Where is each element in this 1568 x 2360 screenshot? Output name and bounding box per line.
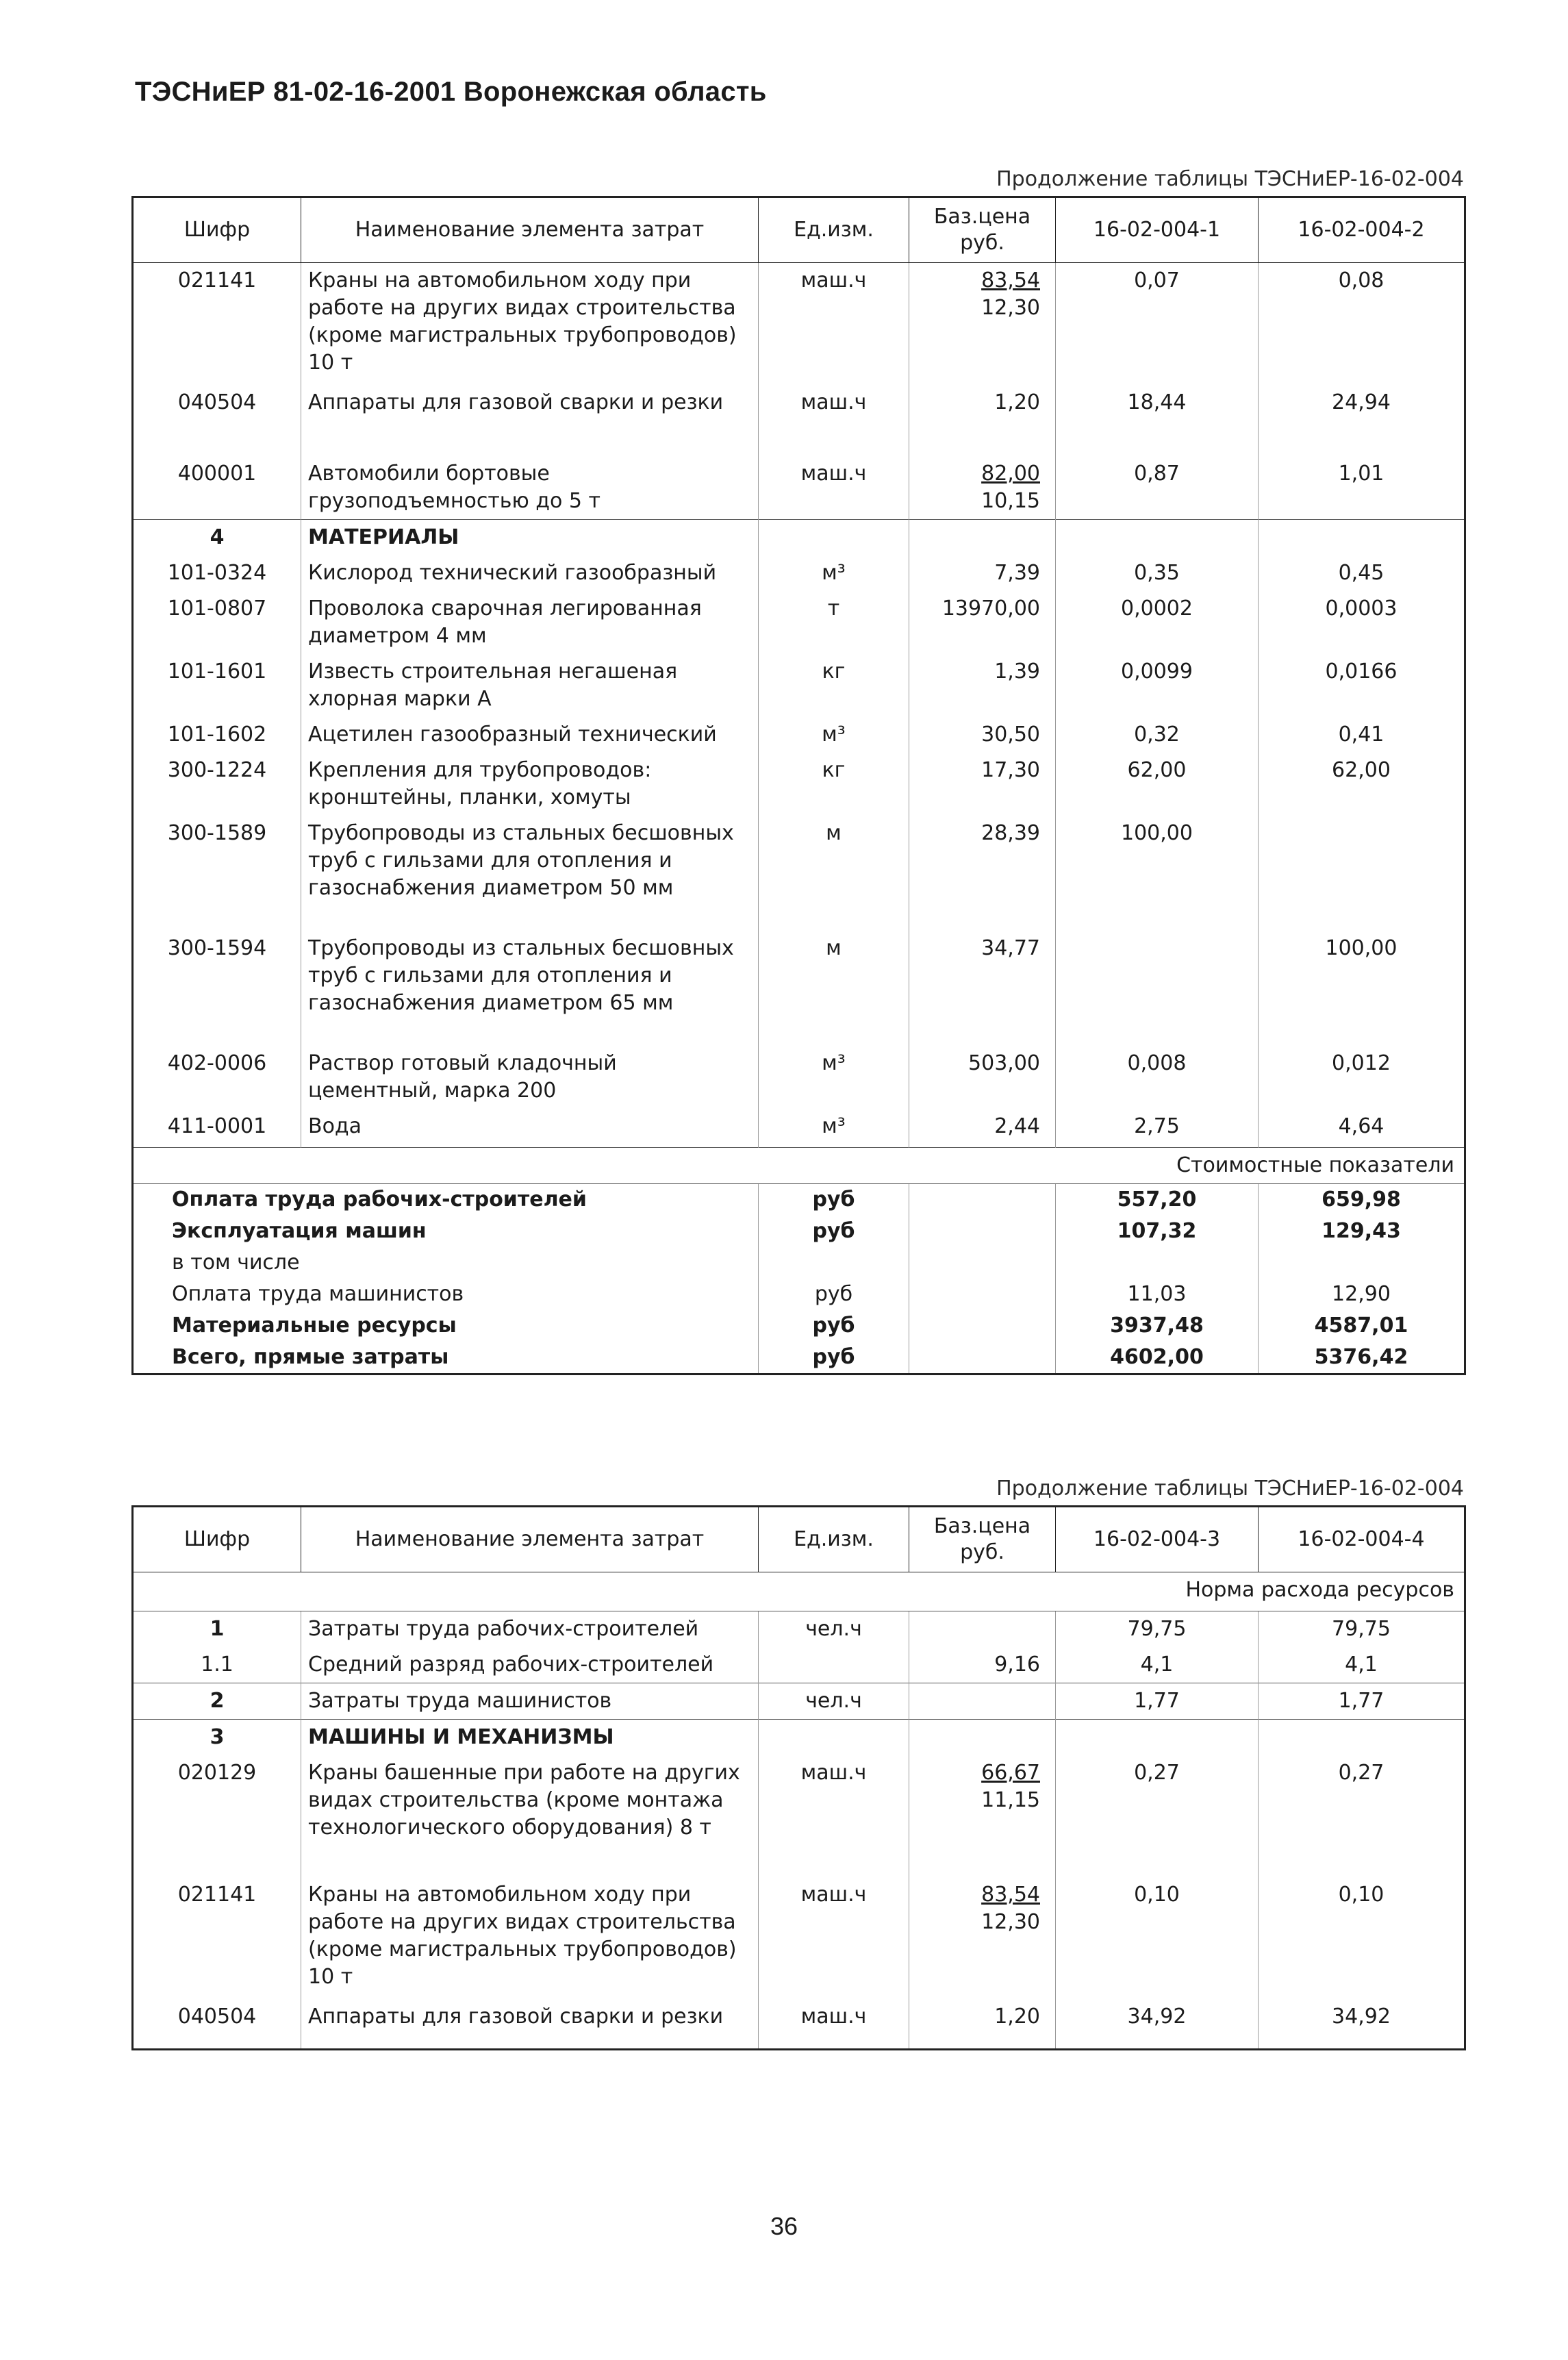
summary-row xyxy=(133,1279,1465,1310)
cell-unit: маш.ч xyxy=(759,1877,909,1999)
price-wage: 10,15 xyxy=(981,489,1040,513)
cell-price xyxy=(909,1611,1056,1648)
table-row xyxy=(133,1647,1465,1683)
summary-unit xyxy=(759,1247,909,1279)
cell-unit: м³ xyxy=(759,1046,909,1109)
cell-unit: маш.ч xyxy=(759,385,909,456)
cell-norm-1: 100,00 xyxy=(1056,816,1259,931)
cell-code: 101-1602 xyxy=(133,717,301,753)
cell-price: 34,77 xyxy=(909,931,1056,1046)
cell-norm-2 xyxy=(1259,816,1465,931)
table-caption: Продолжение таблицы ТЭСНиЕР-16-02-004 xyxy=(996,167,1464,191)
cell-name: Аппараты для газовой сварки и резки xyxy=(301,1999,759,2050)
cell-code: 040504 xyxy=(133,385,301,456)
summary-row xyxy=(133,1184,1465,1216)
cell-price: 17,30 xyxy=(909,753,1056,816)
summary-label: Оплата труда рабочих-строителей xyxy=(133,1184,759,1216)
cell-norm-1: 0,10 xyxy=(1056,1877,1259,1999)
cell-norm-1: 1,77 xyxy=(1056,1683,1259,1720)
cell-code: 020129 xyxy=(133,1755,301,1877)
cell-name: Трубопроводы из стальных бесшовных труб с гильзами для отопления и газоснабжения диаметром 65 мм xyxy=(301,931,759,1046)
banner-row xyxy=(133,1572,1465,1611)
summary-row xyxy=(133,1216,1465,1247)
cell-name: Крепления для трубопроводов: кронштейны, планки, хомуты xyxy=(301,753,759,816)
cell-code: 101-0807 xyxy=(133,591,301,654)
col-header-name: Наименование элемента затрат xyxy=(301,197,759,263)
cell-name: Ацетилен газообразный технический xyxy=(301,717,759,753)
cell-name: Затраты труда машинистов xyxy=(301,1683,759,1720)
table-row xyxy=(133,1683,1465,1720)
summary-label: Оплата труда машинистов xyxy=(133,1279,759,1310)
col-header-norm-4: 16-02-004-4 xyxy=(1259,1507,1465,1572)
cell-name: Аппараты для газовой сварки и резки xyxy=(301,385,759,456)
cell-norm-2: 0,0166 xyxy=(1259,654,1465,717)
table-row xyxy=(133,1109,1465,1148)
cell-name: Средний разряд рабочих-строителей xyxy=(301,1647,759,1683)
section-title: МАТЕРИАЛЫ xyxy=(301,520,759,556)
cell-price: 7,39 xyxy=(909,555,1056,591)
cost-table-1 xyxy=(131,196,1466,1375)
cell-unit: м xyxy=(759,931,909,1046)
cell-price: 30,50 xyxy=(909,717,1056,753)
price-value: 83,54 xyxy=(981,1883,1040,1907)
summary-value-2: 659,98 xyxy=(1259,1184,1465,1216)
summary-value-1 xyxy=(1056,1247,1259,1279)
summary-label: Материальные ресурсы xyxy=(133,1310,759,1342)
cell-norm-2: 0,10 xyxy=(1259,1877,1465,1999)
cell-unit: маш.ч xyxy=(759,1755,909,1877)
cell-name: Краны на автомобильном ходу при работе на других видах строительства (кроме магистральных трубопроводов) 10 т xyxy=(301,1877,759,1999)
cell-name: Автомобили бортовые грузоподъемностью до 5 т xyxy=(301,456,759,520)
price-wage: 12,30 xyxy=(981,296,1040,320)
summary-label: Эксплуатация машин xyxy=(133,1216,759,1247)
resource-norm-banner: Норма расхода ресурсов xyxy=(133,1572,1465,1611)
summary-unit: руб xyxy=(759,1279,909,1310)
cell-norm-1: 34,92 xyxy=(1056,1999,1259,2050)
cell-norm-2: 0,45 xyxy=(1259,555,1465,591)
cell-price xyxy=(909,1877,1056,1999)
col-header-code: Шифр xyxy=(133,1507,301,1572)
cell-price: 1,20 xyxy=(909,385,1056,456)
cell-norm-2: 100,00 xyxy=(1259,931,1465,1046)
cell-code: 101-0324 xyxy=(133,555,301,591)
summary-value-1: 107,32 xyxy=(1056,1216,1259,1247)
table-row xyxy=(133,753,1465,816)
cost-indicators-banner: Стоимостные показатели xyxy=(133,1148,1465,1184)
cell-price: 13970,00 xyxy=(909,591,1056,654)
summary-unit: руб xyxy=(759,1216,909,1247)
cell-name: Раствор готовый кладочный цементный, марка 200 xyxy=(301,1046,759,1109)
summary-value-2: 129,43 xyxy=(1259,1216,1465,1247)
table-caption: Продолжение таблицы ТЭСНиЕР-16-02-004 xyxy=(996,1477,1464,1501)
table-row xyxy=(133,1999,1465,2050)
cell-code: 2 xyxy=(133,1683,301,1720)
cell-code: 411-0001 xyxy=(133,1109,301,1148)
cost-table-2 xyxy=(131,1505,1466,2050)
cell-code: 1.1 xyxy=(133,1647,301,1683)
cell-price: 2,44 xyxy=(909,1109,1056,1148)
cell-price xyxy=(909,1755,1056,1877)
cell-norm-2: 0,012 xyxy=(1259,1046,1465,1109)
section-row-materials xyxy=(133,520,1465,556)
cell-unit: м³ xyxy=(759,555,909,591)
cell-unit: чел.ч xyxy=(759,1611,909,1648)
summary-value-1: 11,03 xyxy=(1056,1279,1259,1310)
cell-norm-1: 2,75 xyxy=(1056,1109,1259,1148)
cell-norm-2: 0,0003 xyxy=(1259,591,1465,654)
cell-unit: кг xyxy=(759,654,909,717)
cell-name: Краны башенные при работе на других видах строительства (кроме монтажа технологического оборудования) 8 т xyxy=(301,1755,759,1877)
cell-code: 101-1601 xyxy=(133,654,301,717)
cell-norm-2: 0,41 xyxy=(1259,717,1465,753)
table-row xyxy=(133,591,1465,654)
table-row xyxy=(133,654,1465,717)
cell-norm-2: 1,01 xyxy=(1259,456,1465,520)
cell-norm-2: 0,27 xyxy=(1259,1755,1465,1877)
cell-norm-1: 0,0002 xyxy=(1056,591,1259,654)
cell-norm-1: 0,32 xyxy=(1056,717,1259,753)
summary-value-1: 557,20 xyxy=(1056,1184,1259,1216)
table-row xyxy=(133,931,1465,1046)
summary-row xyxy=(133,1247,1465,1279)
col-header-unit: Ед.изм. xyxy=(759,1507,909,1572)
cell-code: 300-1594 xyxy=(133,931,301,1046)
cell-unit xyxy=(759,1647,909,1683)
cell-norm-1: 79,75 xyxy=(1056,1611,1259,1648)
cell-norm-1: 0,008 xyxy=(1056,1046,1259,1109)
cell-unit: маш.ч xyxy=(759,263,909,386)
page-title: ТЭСНиЕР 81-02-16-2001 Воронежская область xyxy=(135,77,767,107)
page-number: 36 xyxy=(770,2212,798,2240)
cell-norm-2: 4,64 xyxy=(1259,1109,1465,1148)
cell-norm-2: 4,1 xyxy=(1259,1647,1465,1683)
price-value: 82,00 xyxy=(981,462,1040,486)
summary-row xyxy=(133,1342,1465,1374)
cell-norm-1: 0,87 xyxy=(1056,456,1259,520)
cell-code: 040504 xyxy=(133,1999,301,2050)
cell-name: Вода xyxy=(301,1109,759,1148)
price-value: 83,54 xyxy=(981,268,1040,292)
cell-code: 1 xyxy=(133,1611,301,1648)
cell-name: Проволока сварочная легированная диаметром 4 мм xyxy=(301,591,759,654)
table-row xyxy=(133,1611,1465,1648)
cell-norm-1: 0,07 xyxy=(1056,263,1259,386)
cell-name: Затраты труда рабочих-строителей xyxy=(301,1611,759,1648)
cell-name: Кислород технический газообразный xyxy=(301,555,759,591)
cell-price: 503,00 xyxy=(909,1046,1056,1109)
cell-norm-1: 0,0099 xyxy=(1056,654,1259,717)
cell-norm-1: 18,44 xyxy=(1056,385,1259,456)
cell-norm-1 xyxy=(1056,931,1259,1046)
cell-name: Краны на автомобильном ходу при работе на других видах строительства (кроме магистральных трубопроводов) 10 т xyxy=(301,263,759,386)
price-wage: 11,15 xyxy=(981,1788,1040,1812)
section-code: 3 xyxy=(133,1720,301,1756)
cell-unit: т xyxy=(759,591,909,654)
col-header-norm-2: 16-02-004-2 xyxy=(1259,197,1465,263)
cell-unit: маш.ч xyxy=(759,1999,909,2050)
col-header-norm-1: 16-02-004-1 xyxy=(1056,197,1259,263)
table-row xyxy=(133,1877,1465,1999)
cell-norm-1: 0,35 xyxy=(1056,555,1259,591)
cell-norm-2: 0,08 xyxy=(1259,263,1465,386)
col-header-price: Баз.цена руб. xyxy=(909,197,1056,263)
cell-price xyxy=(909,1683,1056,1720)
cell-norm-2: 24,94 xyxy=(1259,385,1465,456)
cell-unit: кг xyxy=(759,753,909,816)
cell-norm-2: 79,75 xyxy=(1259,1611,1465,1648)
summary-value-2: 12,90 xyxy=(1259,1279,1465,1310)
table-row xyxy=(133,385,1465,456)
summary-value-2: 4587,01 xyxy=(1259,1310,1465,1342)
col-header-price: Баз.цена руб. xyxy=(909,1507,1056,1572)
table-row xyxy=(133,816,1465,931)
section-row-machines xyxy=(133,1720,1465,1756)
summary-value-1: 4602,00 xyxy=(1056,1342,1259,1374)
table-row xyxy=(133,1046,1465,1109)
cell-unit: м xyxy=(759,816,909,931)
section-code: 4 xyxy=(133,520,301,556)
section-title: МАШИНЫ И МЕХАНИЗМЫ xyxy=(301,1720,759,1756)
cell-code: 300-1589 xyxy=(133,816,301,931)
table-row xyxy=(133,717,1465,753)
cell-price: 28,39 xyxy=(909,816,1056,931)
table-header-row xyxy=(133,197,1465,263)
summary-row xyxy=(133,1310,1465,1342)
summary-value-2 xyxy=(1259,1247,1465,1279)
cell-norm-1: 0,27 xyxy=(1056,1755,1259,1877)
cell-price xyxy=(909,263,1056,386)
cell-norm-2: 1,77 xyxy=(1259,1683,1465,1720)
col-header-norm-3: 16-02-004-3 xyxy=(1056,1507,1259,1572)
cell-name: Известь строительная негашеная хлорная марки А xyxy=(301,654,759,717)
table-row xyxy=(133,1755,1465,1877)
cell-norm-1: 4,1 xyxy=(1056,1647,1259,1683)
summary-unit: руб xyxy=(759,1184,909,1216)
cell-unit: м³ xyxy=(759,717,909,753)
summary-unit: руб xyxy=(759,1310,909,1342)
banner-row xyxy=(133,1148,1465,1184)
table-header-row xyxy=(133,1507,1465,1572)
cell-price: 9,16 xyxy=(909,1647,1056,1683)
table-row xyxy=(133,456,1465,520)
cell-unit: чел.ч xyxy=(759,1683,909,1720)
table-row xyxy=(133,555,1465,591)
col-header-code: Шифр xyxy=(133,197,301,263)
cell-code: 021141 xyxy=(133,1877,301,1999)
cell-code: 402-0006 xyxy=(133,1046,301,1109)
cell-code: 021141 xyxy=(133,263,301,386)
cell-code: 400001 xyxy=(133,456,301,520)
cell-norm-1: 62,00 xyxy=(1056,753,1259,816)
col-header-name: Наименование элемента затрат xyxy=(301,1507,759,1572)
price-value: 66,67 xyxy=(981,1761,1040,1785)
cell-norm-2: 34,92 xyxy=(1259,1999,1465,2050)
summary-value-1: 3937,48 xyxy=(1056,1310,1259,1342)
summary-label: в том числе xyxy=(133,1247,759,1279)
cell-price xyxy=(909,456,1056,520)
summary-label: Всего, прямые затраты xyxy=(133,1342,759,1374)
cell-price: 1,39 xyxy=(909,654,1056,717)
col-header-unit: Ед.изм. xyxy=(759,197,909,263)
summary-unit: руб xyxy=(759,1342,909,1374)
table-row xyxy=(133,263,1465,386)
summary-value-2: 5376,42 xyxy=(1259,1342,1465,1374)
cell-unit: маш.ч xyxy=(759,456,909,520)
cell-price: 1,20 xyxy=(909,1999,1056,2050)
cell-code: 300-1224 xyxy=(133,753,301,816)
cell-name: Трубопроводы из стальных бесшовных труб с гильзами для отопления и газоснабжения диаметром 50 мм xyxy=(301,816,759,931)
cell-unit: м³ xyxy=(759,1109,909,1148)
price-wage: 12,30 xyxy=(981,1910,1040,1934)
cell-norm-2: 62,00 xyxy=(1259,753,1465,816)
